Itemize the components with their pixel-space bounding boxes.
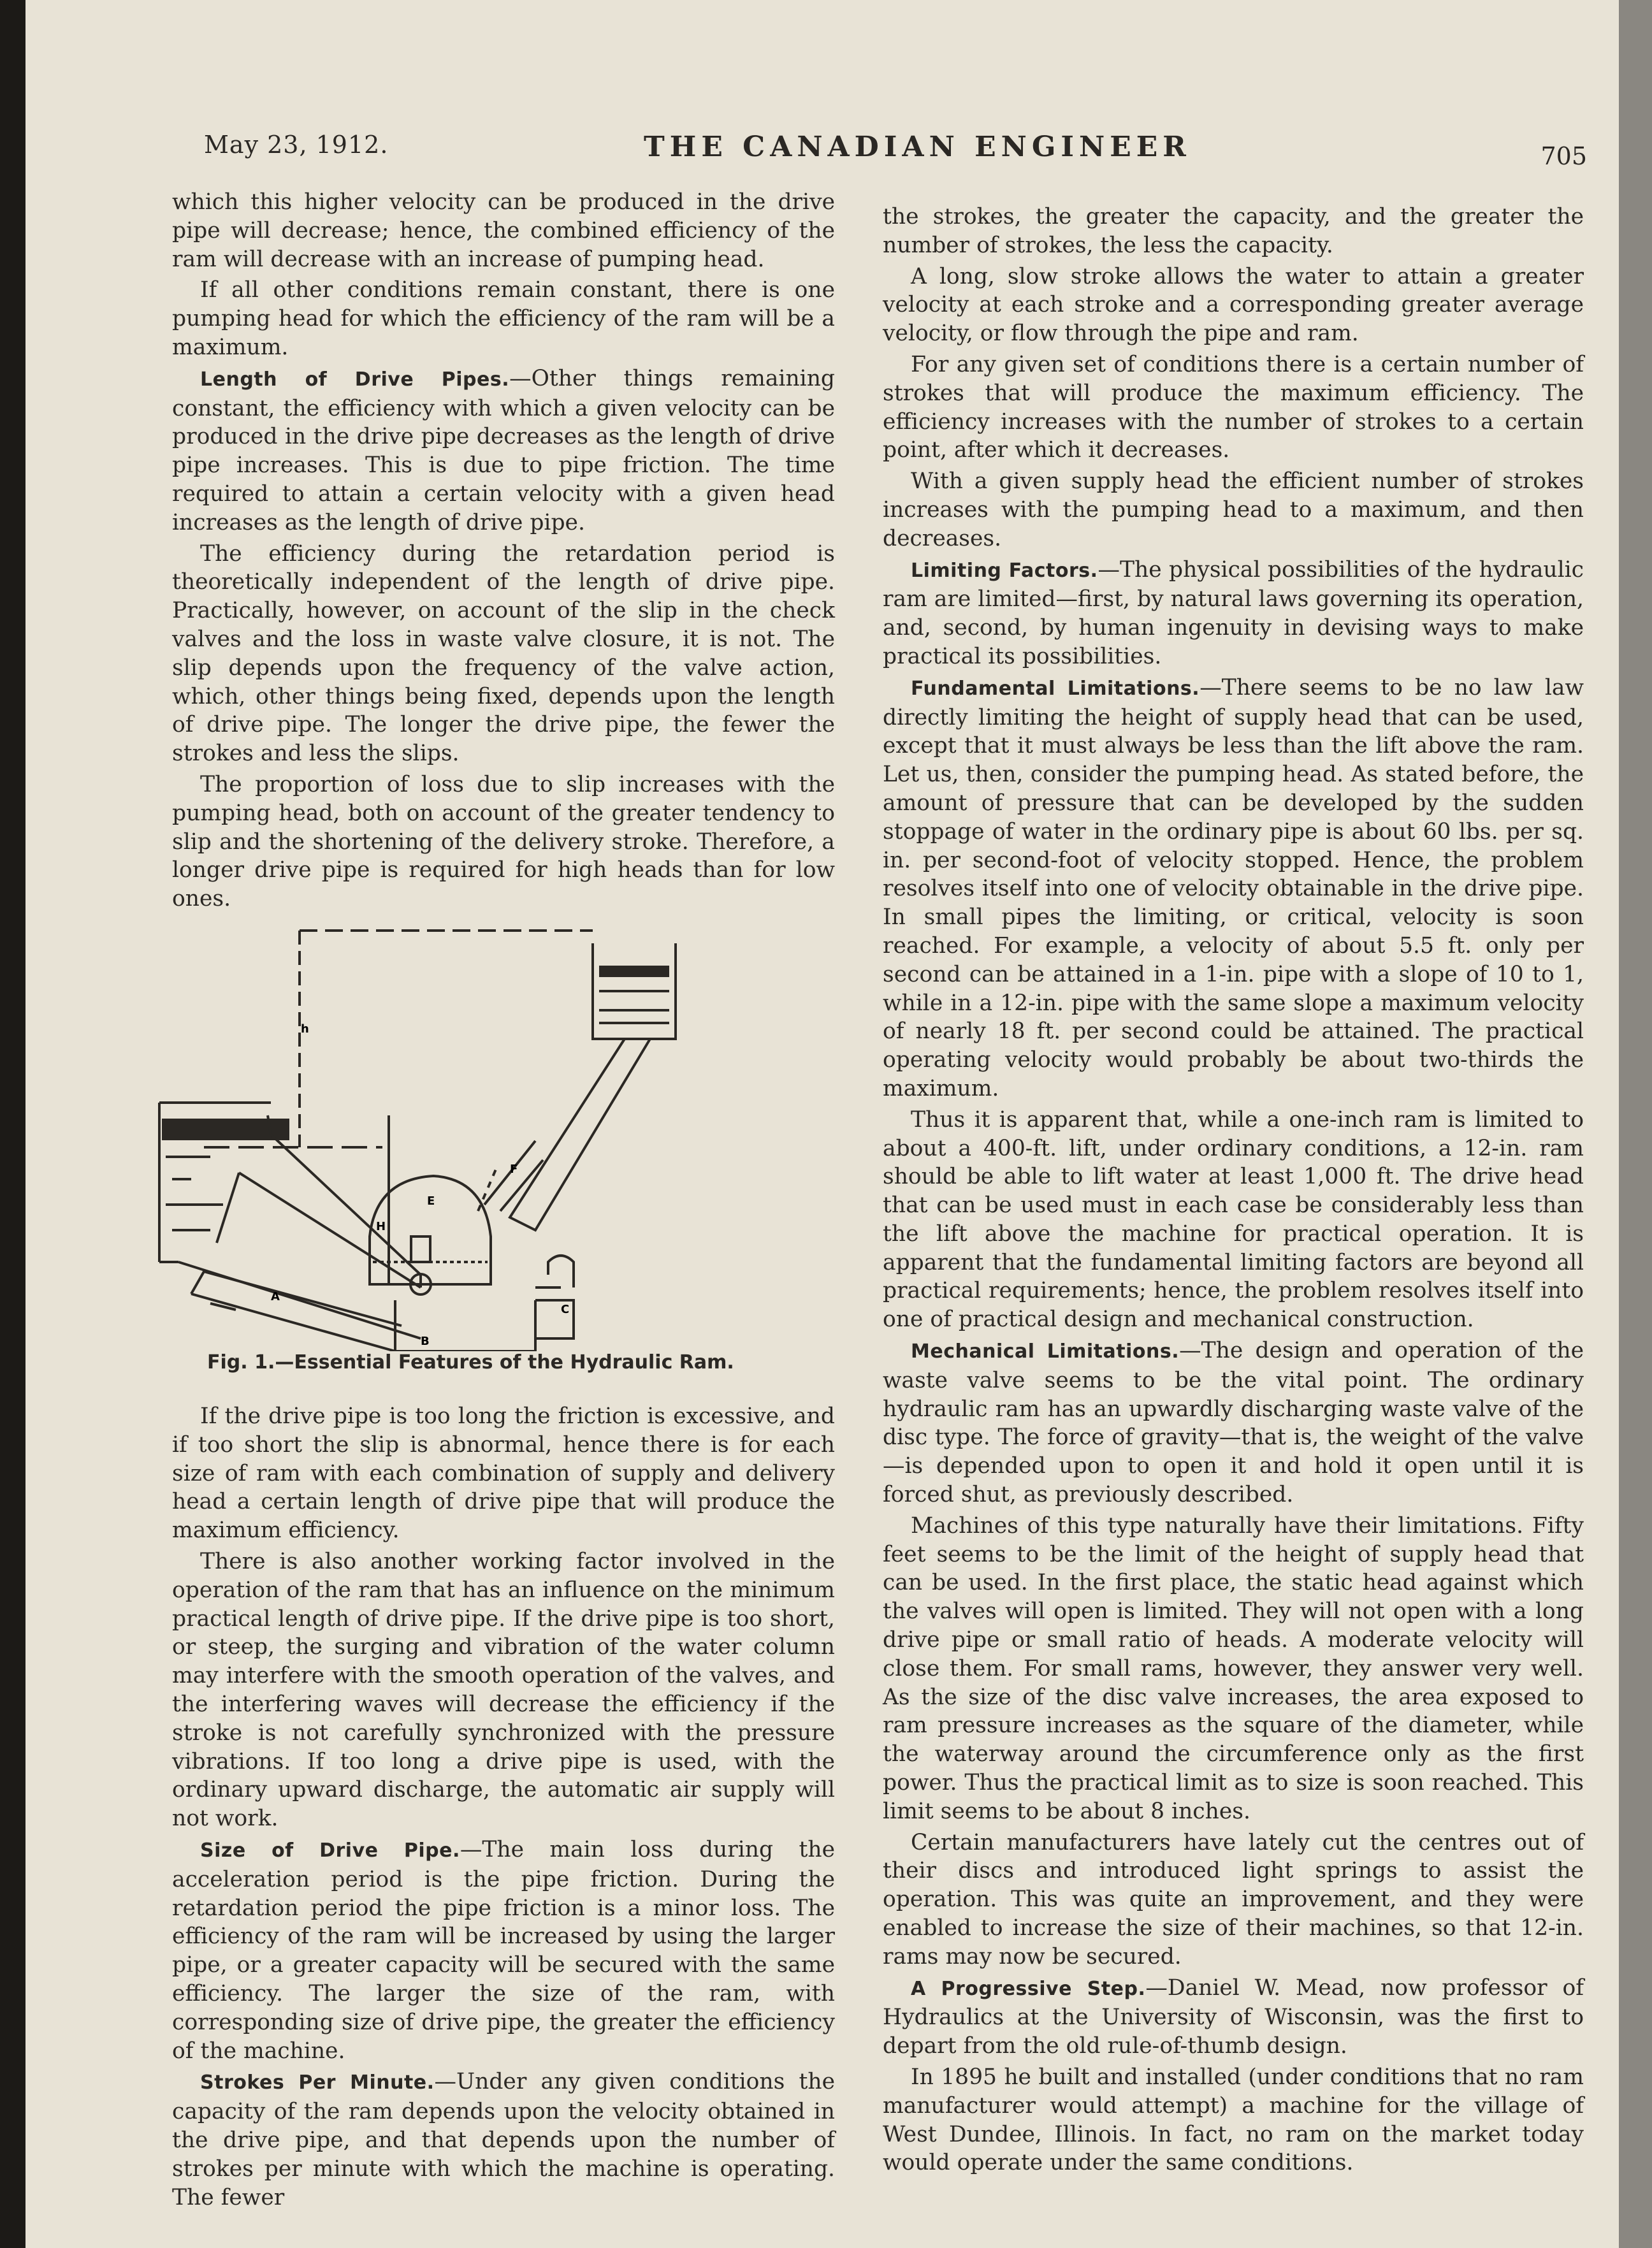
- paragraph: If all other conditions remain constant, there is one pumping head for which the efficiency of the ram will be a maximum.: [172, 277, 835, 360]
- left-column-top: [172, 188, 835, 916]
- paragraph: The efficiency during the retardation period is theoretically independent of the length of drive pipe. Practically, however, on account of the slip in the check valves and the loss in waste valve closure, it is not. The slip depends upon the frequency of the valve action, which, other things being fixed, depends upon the length of drive pipe. The longer the drive pipe, the fewer the strokes and less the slips.: [172, 540, 835, 767]
- paragraph: [883, 1337, 1584, 1509]
- label-B: B: [421, 1335, 430, 1348]
- paragraph: [883, 556, 1584, 671]
- section-heading: Size of Drive Pipe.: [200, 1839, 460, 1862]
- paragraph: Thus it is apparent that, while a one-inch ram is limited to about a 400-ft. lift, under ordinary conditions, a 12-in. ram should be able to lift water at least 1,000 ft. The drive head that can be used must in each case be considerably less than the lift above the machine for practical operation. It is apparent that the fundamental limiting factors are beyond all practical requirements; hence, the problem resolves itself into one of practical design and mechanical construction.: [883, 1106, 1584, 1333]
- figure-hydraulic-ram: [153, 905, 841, 1389]
- running-header: [172, 131, 1600, 175]
- binding-edge: [1619, 0, 1652, 2248]
- section-heading: Fundamental Limitations.: [911, 677, 1200, 700]
- page-number: 705: [1540, 142, 1587, 170]
- paragraph-text: —The main loss during the acceleration period is the pipe friction. During the retardation period the pipe friction is a minor loss. The efficiency of the ram will be increased by using the larger pipe, or a greater capacity will be secured with the same efficiency. The larger the size of the ram, with corresponding size of drive pipe, the greater the efficiency of the machine.: [172, 1836, 835, 2064]
- paragraph: For any given set of conditions there is a certain number of strokes that will produce the maximum efficiency. The efficiency increases with the number of strokes to a certain point, after which it decreases.: [883, 351, 1584, 463]
- label-E: E: [427, 1194, 435, 1208]
- paragraph-text: —The physical possibilities of the hydraulic ram are limited—first, by natural laws governing its operation, and, second, by human ingenuity in devising ways to make practical its possibilities.: [883, 556, 1584, 669]
- label-H: H: [376, 1220, 386, 1233]
- paragraph: There is also another working factor involved in the operation of the ram that has an influence on the minimum practical length of drive pipe. If the drive pipe is too short, or steep, the surging and vibration of the water column may interfere with the smooth operation of the valves, and the interfering waves will decrease the efficiency if the stroke is not carefully synchronized with the pressure vibrations. If too long a drive pipe is used, with the ordinary upward discharge, the automatic air supply will not work.: [172, 1548, 835, 1832]
- journal-title: THE CANADIAN ENGINEER: [644, 131, 1191, 163]
- label-A: A: [271, 1290, 280, 1303]
- paragraph: Certain manufacturers have lately cut the centres out of their discs and introduced light springs to assist the operation. This was quite an improvement, and they were enabled to increase the size of their machines, so that 12-in. rams may now be secured.: [883, 1829, 1584, 1969]
- paragraph: the strokes, the greater the capacity, and the greater the number of strokes, the less the capacity.: [883, 204, 1584, 258]
- section-heading: Limiting Factors.: [911, 559, 1098, 582]
- paragraph: In 1895 he built and installed (under conditions that no ram manufacturer would attempt) a machine for the village of West Dundee, Illinois. In fact, no ram on the market today would operate under the same conditions.: [883, 2064, 1584, 2176]
- label-h: h: [301, 1022, 309, 1036]
- left-column-bottom: [172, 1402, 835, 2214]
- paragraph-text: —Under any given conditions the capacity of the ram depends upon the velocity obtained in the drive pipe, and that depends upon the number of strokes per minute with which the machine is operating. The fewer: [172, 2069, 835, 2210]
- paragraph-text: —Daniel W. Mead, now professor of Hydraulics at the University of Wisconsin, was the first to depart from the old rule-of-thumb design.: [883, 1975, 1584, 2059]
- paragraph-text: —There seems to be no law law directly limiting the height of supply head that can be used, except that it must always be less than the lift above the ram. Let us, then, consider the pumping head. As stated before, the amount of pressure that can be developed by the sudden stoppage of water in the ordinary pipe is about 60 lbs. per sq. in. per second-foot of velocity stopped. Hence, the problem resolves itself into one of velocity obtainable in the drive pipe. In small pipes the limiting, or critical, velocity is soon reached. For example, a velocity of about 5.5 ft. only per second can be attained in a 1-in. pipe with a slope of 10 to 1, while in a 12-in. pipe with the same slope a maximum velocity of nearly 18 ft. per second could be attained. The practical operating velocity would probably be about two-thirds the maximum.: [883, 674, 1584, 1101]
- section-heading: Mechanical Limitations.: [911, 1340, 1180, 1363]
- paragraph-text: —The design and operation of the waste valve seems to be the vital point. The ordinary hydraulic ram has an upwardly discharging waste valve of the disc type. The force of gravity—that is, the weight of the valve—is depended upon to open it and hold it open until it is forced shut, as previously described.: [883, 1338, 1584, 1508]
- paragraph: If the drive pipe is too long the friction is excessive, and if too short the slip is abnormal, hence there is for each size of ram with each combination of supply and delivery head a certain length of drive pipe that will produce the maximum efficiency.: [172, 1403, 835, 1544]
- paragraph: [883, 674, 1584, 1103]
- journal-page: [25, 0, 1652, 2248]
- paragraph: which this higher velocity can be produced in the drive pipe will decrease; hence, the combined efficiency of the ram will decrease with an increase of pumping head.: [172, 189, 835, 272]
- right-column: [883, 203, 1584, 2180]
- section-heading: Strokes Per Minute.: [200, 2071, 435, 2094]
- paragraph: [883, 1974, 1584, 2061]
- paragraph: Machines of this type naturally have their limitations. Fifty feet seems to be the limit of the height of supply head that can be used. In the first place, the static head against which the valves will open is limited. They will not open with a long drive pipe or small ratio of heads. A moderate velocity will close them. For small rams, however, they answer very well. As the size of the disc valve increases, the area exposed to ram pressure increases as the square of the diameter, while the waterway around the circumference only as the first power. Thus the practical limit as to size is soon reached. This limit seems to be about 8 inches.: [883, 1512, 1584, 1824]
- paragraph: [172, 365, 835, 537]
- figure-caption: Fig. 1.—Essential Features of the Hydraulic Ram.: [207, 1351, 734, 1374]
- paragraph-text: —Other things remaining constant, the efficiency with which a given velocity can be produced in the drive pipe decreases as the length of drive pipe increases. This is due to pipe friction. The time required to attain a certain velocity with a given head increases as the length of drive pipe.: [172, 365, 836, 535]
- paragraph: A long, slow stroke allows the water to attain a greater velocity at each stroke and a corresponding greater average velocity, or flow through the pipe and ram.: [883, 263, 1584, 347]
- paragraph: The proportion of loss due to slip increases with the pumping head, both on account of the greater tendency to slip and the shortening of the delivery stroke. Therefore, a longer drive pipe is required for high heads than for low ones.: [172, 771, 835, 912]
- label-C: C: [561, 1303, 570, 1316]
- paragraph: [172, 2068, 835, 2212]
- paragraph: [172, 1836, 835, 2065]
- ram-diagram: [153, 905, 841, 1351]
- issue-date: May 23, 1912.: [204, 131, 389, 159]
- section-heading: A Progressive Step.: [911, 1977, 1146, 2000]
- label-F: F: [510, 1163, 518, 1176]
- section-heading: Length of Drive Pipes.: [200, 368, 510, 391]
- paragraph: With a given supply head the efficient number of strokes increases with the pumping head to a maximum, and then decreases.: [883, 468, 1584, 551]
